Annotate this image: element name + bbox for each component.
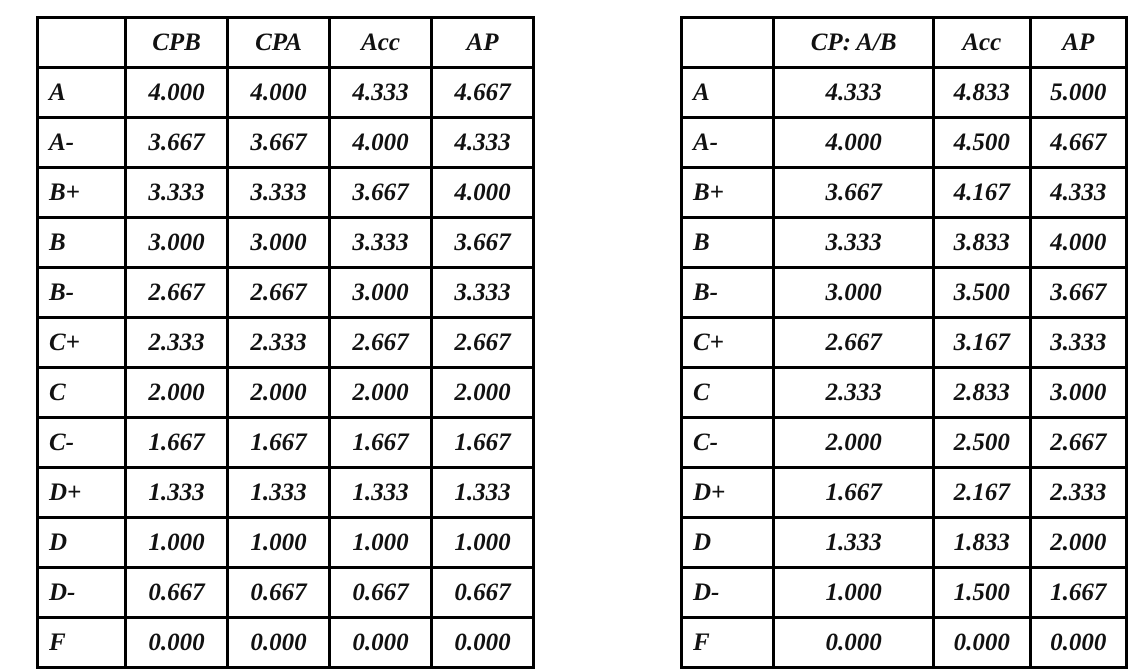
table-row <box>38 168 534 218</box>
grade-point-cell: 2.333 <box>774 368 934 418</box>
row-header-grade: D- <box>38 568 126 618</box>
table-row <box>682 68 1127 118</box>
table-row <box>682 568 1127 618</box>
grade-point-cell: 4.000 <box>330 118 432 168</box>
right-grade-table <box>680 16 1128 669</box>
grade-point-cell: 4.000 <box>432 168 534 218</box>
right-grade-table-container <box>680 0 1128 669</box>
column-header-ap: AP <box>1030 18 1127 68</box>
right-table-header <box>682 18 1127 68</box>
column-header-ap: AP <box>432 18 534 68</box>
grade-point-cell: 1.833 <box>934 518 1030 568</box>
grade-point-cell: 3.000 <box>1030 368 1127 418</box>
grade-point-cell: 1.333 <box>774 518 934 568</box>
row-header-grade: D+ <box>38 468 126 518</box>
grade-point-cell: 0.000 <box>432 618 534 668</box>
grade-point-cell: 0.667 <box>126 568 228 618</box>
grade-point-cell: 1.333 <box>126 468 228 518</box>
grade-point-cell: 1.333 <box>330 468 432 518</box>
grade-point-cell: 3.500 <box>934 268 1030 318</box>
grade-point-cell: 4.667 <box>1030 118 1127 168</box>
row-header-grade: B- <box>38 268 126 318</box>
grade-point-cell: 1.333 <box>228 468 330 518</box>
grade-point-cell: 0.000 <box>126 618 228 668</box>
grade-point-cell: 3.333 <box>330 218 432 268</box>
table-row <box>38 68 534 118</box>
row-header-grade: B <box>38 218 126 268</box>
grade-point-cell: 0.000 <box>330 618 432 668</box>
grade-point-cell: 4.333 <box>432 118 534 168</box>
column-header-cpa: CPA <box>228 18 330 68</box>
grade-point-cell: 0.667 <box>228 568 330 618</box>
row-header-grade: D+ <box>682 468 774 518</box>
grade-point-cell: 4.000 <box>1030 218 1127 268</box>
grade-point-cell: 0.000 <box>774 618 934 668</box>
left-grade-table <box>36 16 535 669</box>
grade-point-cell: 0.000 <box>934 618 1030 668</box>
table-corner-cell <box>38 18 126 68</box>
grade-point-cell: 4.000 <box>228 68 330 118</box>
row-header-grade: D <box>682 518 774 568</box>
grade-point-cell: 3.000 <box>228 218 330 268</box>
grade-point-cell: 3.333 <box>228 168 330 218</box>
row-header-grade: C <box>38 368 126 418</box>
grade-point-cell: 2.000 <box>126 368 228 418</box>
table-corner-cell <box>682 18 774 68</box>
grade-point-cell: 3.333 <box>1030 318 1127 368</box>
grade-point-cell: 4.333 <box>774 68 934 118</box>
row-header-grade: B <box>682 218 774 268</box>
grade-point-cell: 2.000 <box>330 368 432 418</box>
grade-point-cell: 4.333 <box>330 68 432 118</box>
table-header-row <box>38 18 534 68</box>
row-header-grade: C+ <box>682 318 774 368</box>
grade-point-cell: 4.500 <box>934 118 1030 168</box>
grade-point-cell: 1.667 <box>774 468 934 518</box>
table-row <box>38 218 534 268</box>
left-grade-table-container <box>36 0 535 669</box>
grade-point-cell: 2.333 <box>228 318 330 368</box>
table-row <box>682 318 1127 368</box>
table-row <box>38 568 534 618</box>
grade-point-cell: 2.333 <box>126 318 228 368</box>
table-row <box>38 468 534 518</box>
left-table-title <box>40 0 535 8</box>
row-header-grade: B+ <box>682 168 774 218</box>
table-row <box>682 218 1127 268</box>
grade-point-cell: 4.167 <box>934 168 1030 218</box>
grade-point-cell: 2.500 <box>934 418 1030 468</box>
right-table-title <box>684 0 1128 8</box>
grade-point-cell: 2.000 <box>432 368 534 418</box>
grade-point-cell: 3.667 <box>432 218 534 268</box>
grade-point-cell: 3.833 <box>934 218 1030 268</box>
table-row <box>682 418 1127 468</box>
table-row <box>682 118 1127 168</box>
grade-point-cell: 3.667 <box>774 168 934 218</box>
row-header-grade: D <box>38 518 126 568</box>
row-header-grade: A- <box>682 118 774 168</box>
row-header-grade: D- <box>682 568 774 618</box>
grade-point-cell: 2.667 <box>774 318 934 368</box>
table-row <box>38 418 534 468</box>
grade-point-cell: 4.667 <box>432 68 534 118</box>
grade-point-cell: 1.333 <box>432 468 534 518</box>
column-header-acc: Acc <box>934 18 1030 68</box>
left-table-header <box>38 18 534 68</box>
grade-point-cell: 3.000 <box>774 268 934 318</box>
grade-point-cell: 4.833 <box>934 68 1030 118</box>
grade-point-cell: 2.167 <box>934 468 1030 518</box>
grade-point-cell: 1.000 <box>774 568 934 618</box>
grade-point-cell: 5.000 <box>1030 68 1127 118</box>
grade-point-cell: 3.667 <box>126 118 228 168</box>
row-header-grade: A <box>38 68 126 118</box>
table-row <box>682 168 1127 218</box>
grade-point-cell: 3.667 <box>330 168 432 218</box>
grade-point-cell: 1.500 <box>934 568 1030 618</box>
table-header-row <box>682 18 1127 68</box>
grade-point-cell: 2.000 <box>228 368 330 418</box>
grade-point-cell: 0.667 <box>330 568 432 618</box>
row-header-grade: F <box>682 618 774 668</box>
column-header-cp-a-b: CP: A/B <box>774 18 934 68</box>
grade-point-cell: 4.000 <box>774 118 934 168</box>
grade-point-cell: 1.000 <box>432 518 534 568</box>
grade-point-cell: 2.000 <box>1030 518 1127 568</box>
table-row <box>38 268 534 318</box>
table-row <box>38 318 534 368</box>
grade-point-cell: 3.167 <box>934 318 1030 368</box>
grade-point-cell: 2.667 <box>228 268 330 318</box>
row-header-grade: B- <box>682 268 774 318</box>
grade-point-cell: 4.000 <box>126 68 228 118</box>
grade-point-cell: 3.667 <box>228 118 330 168</box>
grade-point-cell: 1.000 <box>126 518 228 568</box>
grade-point-cell: 2.667 <box>126 268 228 318</box>
table-row <box>38 368 534 418</box>
grade-point-cell: 3.000 <box>330 268 432 318</box>
table-row <box>38 518 534 568</box>
grade-point-cell: 0.000 <box>1030 618 1127 668</box>
table-row <box>38 618 534 668</box>
table-row <box>682 268 1127 318</box>
grade-point-cell: 2.833 <box>934 368 1030 418</box>
left-table-body <box>38 68 534 668</box>
row-header-grade: C- <box>38 418 126 468</box>
grade-point-cell: 1.667 <box>126 418 228 468</box>
grade-point-cell: 0.667 <box>432 568 534 618</box>
column-header-cpb: CPB <box>126 18 228 68</box>
grade-point-cell: 3.667 <box>1030 268 1127 318</box>
grade-point-cell: 3.333 <box>126 168 228 218</box>
table-row <box>682 618 1127 668</box>
grade-point-cell: 1.667 <box>432 418 534 468</box>
grade-point-cell: 2.667 <box>432 318 534 368</box>
grade-point-cell: 2.000 <box>774 418 934 468</box>
grade-point-cell: 3.333 <box>432 268 534 318</box>
row-header-grade: A <box>682 68 774 118</box>
row-header-grade: C <box>682 368 774 418</box>
grade-point-cell: 1.000 <box>330 518 432 568</box>
grade-point-cell: 4.333 <box>1030 168 1127 218</box>
table-row <box>682 368 1127 418</box>
row-header-grade: B+ <box>38 168 126 218</box>
row-header-grade: F <box>38 618 126 668</box>
grade-point-cell: 2.667 <box>330 318 432 368</box>
table-row <box>38 118 534 168</box>
grade-point-cell: 1.667 <box>1030 568 1127 618</box>
grade-point-cell: 2.333 <box>1030 468 1127 518</box>
grade-point-cell: 1.667 <box>228 418 330 468</box>
row-header-grade: C+ <box>38 318 126 368</box>
column-header-acc: Acc <box>330 18 432 68</box>
grade-point-cell: 2.667 <box>1030 418 1127 468</box>
table-row <box>682 518 1127 568</box>
grade-point-cell: 0.000 <box>228 618 330 668</box>
row-header-grade: C- <box>682 418 774 468</box>
grade-point-cell: 1.000 <box>228 518 330 568</box>
grade-point-cell: 3.000 <box>126 218 228 268</box>
grade-point-cell: 3.333 <box>774 218 934 268</box>
table-row <box>682 468 1127 518</box>
right-table-body <box>682 68 1127 668</box>
row-header-grade: A- <box>38 118 126 168</box>
grade-point-cell: 1.667 <box>330 418 432 468</box>
